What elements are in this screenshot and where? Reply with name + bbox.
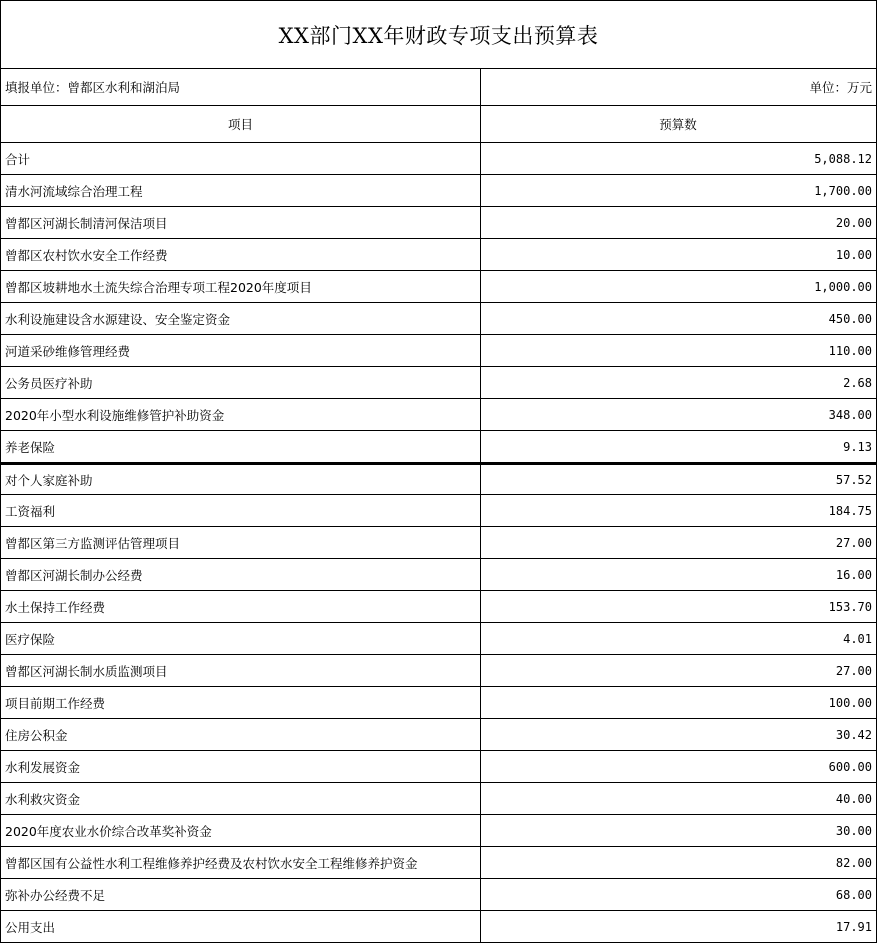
item-name: 项目前期工作经费 xyxy=(5,695,106,711)
budget-cell xyxy=(480,495,877,527)
table-row xyxy=(0,271,877,303)
item-cell xyxy=(0,367,481,399)
budget-value: 153.70 xyxy=(828,599,872,614)
info-row xyxy=(0,68,877,106)
budget-cell xyxy=(480,847,877,879)
item-name: 水利救灾资金 xyxy=(5,791,81,807)
table-row xyxy=(0,687,877,719)
budget-cell xyxy=(480,335,877,367)
currency-unit-cell xyxy=(480,68,877,106)
item-name: 清水河流域综合治理工程 xyxy=(5,183,143,199)
item-name: 合计 xyxy=(5,151,31,167)
budget-cell xyxy=(480,751,877,783)
item-cell xyxy=(0,463,481,495)
filing-unit-cell xyxy=(0,68,481,106)
table-row xyxy=(0,559,877,591)
item-name: 水利发展资金 xyxy=(5,759,81,775)
budget-value: 348.00 xyxy=(828,407,872,422)
budget-cell xyxy=(480,559,877,591)
item-cell xyxy=(0,271,481,303)
item-cell xyxy=(0,591,481,623)
table-row xyxy=(0,207,877,239)
item-cell xyxy=(0,303,481,335)
table-row xyxy=(0,431,877,463)
table-row xyxy=(0,239,877,271)
table-row xyxy=(0,399,877,431)
item-cell xyxy=(0,495,481,527)
table-row xyxy=(0,303,877,335)
item-cell xyxy=(0,431,481,463)
budget-cell xyxy=(480,719,877,751)
item-cell xyxy=(0,559,481,591)
filing-unit-label: 填报单位：曾都区水利和湖泊局 xyxy=(5,79,181,95)
budget-cell xyxy=(480,399,877,431)
budget-value: 100.00 xyxy=(828,695,872,710)
header-budget-label: 预算数 xyxy=(659,117,697,132)
budget-value: 16.00 xyxy=(835,567,872,582)
table-row xyxy=(0,847,877,879)
budget-value: 9.13 xyxy=(843,439,872,454)
budget-cell xyxy=(480,303,877,335)
table-row xyxy=(0,463,877,495)
item-name: 公用支出 xyxy=(5,919,56,935)
budget-cell xyxy=(480,527,877,559)
budget-value: 57.52 xyxy=(835,472,872,487)
title-row xyxy=(0,0,877,69)
item-cell xyxy=(0,239,481,271)
item-name: 曾都区河湖长制清河保洁项目 xyxy=(5,215,168,231)
table-row xyxy=(0,783,877,815)
table-row xyxy=(0,367,877,399)
table-row xyxy=(0,335,877,367)
budget-value: 184.75 xyxy=(828,503,872,518)
table-row xyxy=(0,815,877,847)
budget-cell xyxy=(480,463,877,495)
table-header-row xyxy=(0,106,877,143)
budget-value: 30.42 xyxy=(835,727,872,742)
item-cell xyxy=(0,751,481,783)
item-cell xyxy=(0,399,481,431)
table-row xyxy=(0,175,877,207)
budget-cell xyxy=(480,239,877,271)
budget-cell xyxy=(480,271,877,303)
table-row xyxy=(0,495,877,527)
currency-unit-label: 单位：万元 xyxy=(809,79,872,95)
table-row xyxy=(0,879,877,911)
table-row xyxy=(0,751,877,783)
budget-value: 4.01 xyxy=(843,631,872,646)
budget-cell xyxy=(480,143,877,175)
budget-value: 20.00 xyxy=(835,215,872,230)
item-cell xyxy=(0,143,481,175)
item-cell xyxy=(0,623,481,655)
sheet-title: XX部门XX年财政专项支出预算表 xyxy=(278,23,599,48)
item-name: 公务员医疗补助 xyxy=(5,375,93,391)
budget-cell xyxy=(480,815,877,847)
item-cell xyxy=(0,527,481,559)
item-name: 曾都区坡耕地水土流失综合治理专项工程2020年度项目 xyxy=(5,279,312,295)
budget-cell xyxy=(480,655,877,687)
table-row xyxy=(0,527,877,559)
budget-value: 10.00 xyxy=(835,247,872,262)
budget-value: 82.00 xyxy=(835,855,872,870)
item-cell xyxy=(0,879,481,911)
item-cell xyxy=(0,655,481,687)
budget-cell xyxy=(480,623,877,655)
budget-value: 1,000.00 xyxy=(814,279,872,294)
item-name: 曾都区第三方监测评估管理项目 xyxy=(5,535,181,551)
table-row xyxy=(0,655,877,687)
item-cell xyxy=(0,687,481,719)
item-cell xyxy=(0,719,481,751)
item-name: 曾都区河湖长制办公经费 xyxy=(5,567,143,583)
item-cell xyxy=(0,911,481,943)
table-row xyxy=(0,623,877,655)
item-name: 对个人家庭补助 xyxy=(5,472,93,488)
item-name: 2020年小型水利设施维修管护补助资金 xyxy=(5,407,225,423)
item-cell xyxy=(0,175,481,207)
budget-cell xyxy=(480,687,877,719)
budget-cell xyxy=(480,879,877,911)
budget-value: 600.00 xyxy=(828,759,872,774)
budget-value: 110.00 xyxy=(828,343,872,358)
budget-value: 40.00 xyxy=(835,791,872,806)
item-name: 曾都区河湖长制水质监测项目 xyxy=(5,663,168,679)
budget-cell xyxy=(480,431,877,463)
item-name: 2020年度农业水价综合改革奖补资金 xyxy=(5,823,212,839)
header-item-cell xyxy=(0,106,481,143)
table-row xyxy=(0,591,877,623)
item-name: 弥补办公经费不足 xyxy=(5,887,106,903)
item-cell xyxy=(0,207,481,239)
budget-value: 1,700.00 xyxy=(814,183,872,198)
item-name: 河道采砂维修管理经费 xyxy=(5,343,131,359)
budget-cell xyxy=(480,207,877,239)
budget-value: 30.00 xyxy=(835,823,872,838)
budget-value: 68.00 xyxy=(835,887,872,902)
budget-cell xyxy=(480,175,877,207)
item-cell xyxy=(0,783,481,815)
table-row xyxy=(0,911,877,943)
budget-value: 5,088.12 xyxy=(814,151,872,166)
item-name: 工资福利 xyxy=(5,503,56,519)
table-row xyxy=(0,143,877,175)
budget-cell xyxy=(480,783,877,815)
item-name: 水利设施建设含水源建设、安全鉴定资金 xyxy=(5,311,231,327)
item-cell xyxy=(0,847,481,879)
item-name: 水土保持工作经费 xyxy=(5,599,106,615)
item-cell xyxy=(0,815,481,847)
budget-value: 2.68 xyxy=(843,375,872,390)
table-row xyxy=(0,719,877,751)
budget-value: 450.00 xyxy=(828,311,872,326)
item-name: 曾都区农村饮水安全工作经费 xyxy=(5,247,168,263)
item-name: 养老保险 xyxy=(5,439,56,455)
item-name: 曾都区国有公益性水利工程维修养护经费及农村饮水安全工程维修养护资金 xyxy=(5,855,418,871)
header-budget-cell xyxy=(480,106,877,143)
item-name: 医疗保险 xyxy=(5,631,56,647)
budget-cell xyxy=(480,911,877,943)
budget-value: 27.00 xyxy=(835,663,872,678)
budget-value: 27.00 xyxy=(835,535,872,550)
header-item-label: 项目 xyxy=(227,117,253,132)
budget-cell xyxy=(480,591,877,623)
item-name: 住房公积金 xyxy=(5,727,68,743)
item-cell xyxy=(0,335,481,367)
budget-cell xyxy=(480,367,877,399)
budget-value: 17.91 xyxy=(835,919,872,934)
